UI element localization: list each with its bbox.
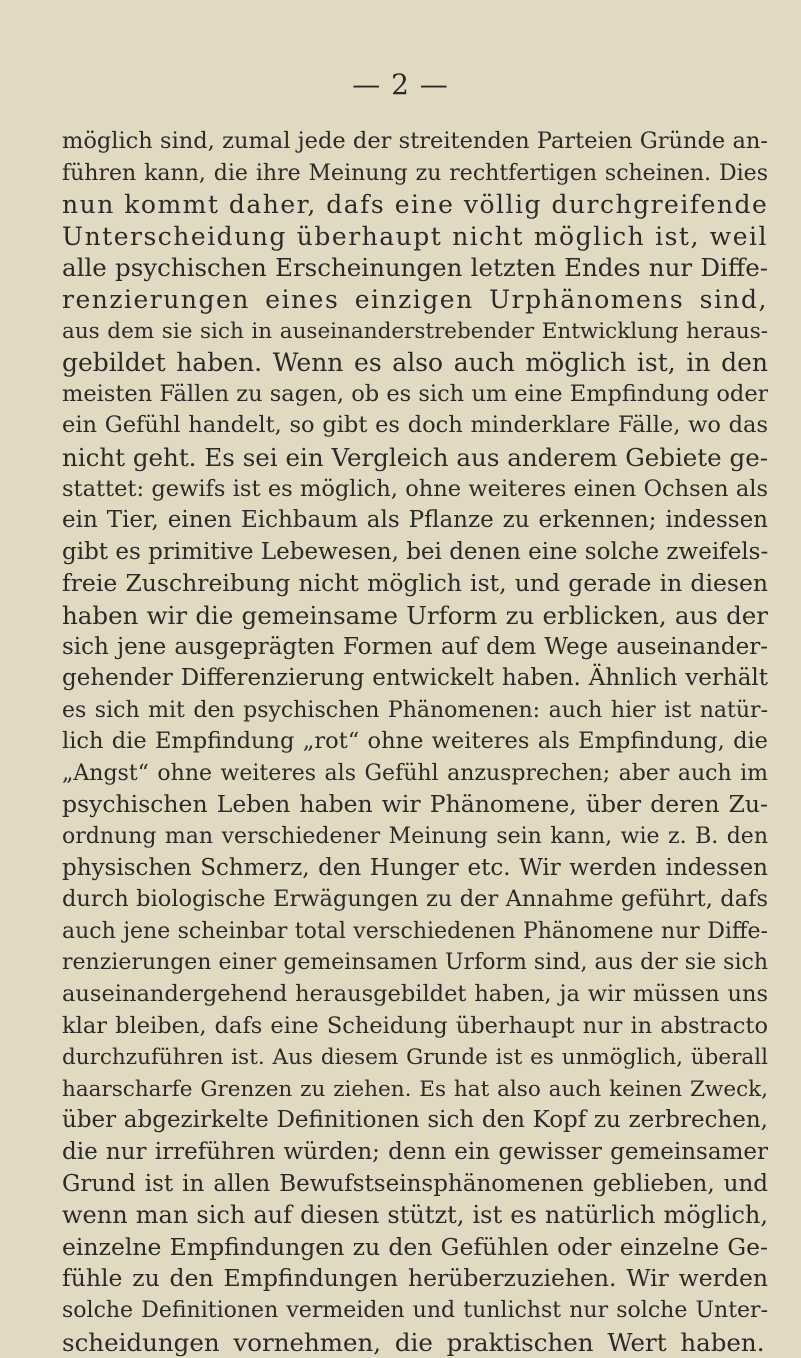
text-line: Grund ist in allen Bewufstseinsphänomenen geblieben, und <box>62 1170 768 1197</box>
text-line: klar bleiben, dafs eine Scheidung überhaupt nur in abstracto <box>62 1012 768 1039</box>
text-line: alle psychischen Erscheinungen letzten Endes nur Diffe- <box>62 253 768 283</box>
text-line: es sich mit den psychischen Phänomenen: auch hier ist natür- <box>62 697 768 723</box>
text-line: haben wir die gemeinsame Urform zu erblicken, aus der <box>62 600 768 630</box>
text-line: durch biologische Erwägungen zu der Annahme geführt, dafs <box>62 886 768 913</box>
text-line: einzelne Empfindungen zu den Gefühlen oder einzelne Ge- <box>62 1232 768 1261</box>
text-line: wenn man sich auf diesen stützt, ist es natürlich möglich, <box>62 1201 768 1230</box>
text-line: „Angst“ ohne weiteres als Gefühl anzusprechen; aber auch im <box>62 760 768 786</box>
text-line: lich die Empfindung „rot“ ohne weiteres als Empfindung, die <box>62 728 768 755</box>
text-line: gibt es primitive Lebewesen, bei denen eine solche zweifels- <box>62 538 768 565</box>
page-number: — 2 — <box>352 68 449 101</box>
text-line: scheidungen vornehmen, die praktischen Wert haben. <box>62 1327 765 1357</box>
text-line: sich jene ausgeprägten Formen auf dem Wege auseinander- <box>62 633 768 660</box>
text-line: fühle zu den Empfindungen herüberzuziehen. Wir werden <box>62 1264 768 1293</box>
text-line: stattet: gewifs ist es möglich, ohne weiteres einen Ochsen als <box>62 475 768 502</box>
text-line: psychischen Leben haben wir Phänomene, über deren Zu- <box>62 790 768 819</box>
text-line: über abgezirkelte Definitionen sich den Kopf zu zerbrechen, <box>62 1107 768 1134</box>
text-line: Unterscheidung überhaupt nicht möglich ist, weil <box>62 221 768 251</box>
text-line: solche Definitionen vermeiden und tunlichst nur solche Unter- <box>62 1297 768 1323</box>
text-line: ein Gefühl handelt, so gibt es doch minderklare Fälle, wo das <box>62 412 768 439</box>
text-line: ein Tier, einen Eichbaum als Pflanze zu erkennen; indessen <box>62 507 768 534</box>
text-line: freie Zuschreibung nicht möglich ist, und gerade in diesen <box>62 569 768 598</box>
text-line: möglich sind, zumal jede der streitenden Parteien Gründe an- <box>62 128 768 154</box>
text-line: die nur irreführen würden; denn ein gewisser gemeinsamer <box>62 1139 768 1165</box>
text-line: physischen Schmerz, den Hunger etc. Wir werden indessen <box>62 854 768 881</box>
text-line: durchzuführen ist. Aus diesem Grunde ist es unmöglich, überall <box>62 1045 768 1071</box>
text-line: auch jene scheinbar total verschiedenen Phänomene nur Diffe- <box>62 918 768 944</box>
text-line: ordnung man verschiedener Meinung sein kann, wie z. B. den <box>62 824 768 850</box>
text-line: meisten Fällen zu sagen, ob es sich um eine Empfindung oder <box>62 380 768 407</box>
text-line: haarscharfe Grenzen zu ziehen. Es hat also auch keinen Zweck, <box>62 1076 768 1102</box>
text-line: renzierungen einer gemeinsamen Urform sind, aus der sie sich <box>62 950 768 976</box>
body-text <box>62 126 768 1358</box>
text-line: gebildet haben. Wenn es also auch möglich ist, in den <box>62 348 768 378</box>
text-line: auseinandergehend herausgebildet haben, ja wir müssen uns <box>62 981 768 1008</box>
text-line: nicht geht. Es sei ein Vergleich aus anderem Gebiete ge- <box>62 442 768 472</box>
text-line: nun kommt daher, dafs eine völlig durchgreifende <box>62 190 768 220</box>
text-line: renzierungen eines einzigen Urphänomens sind, <box>62 284 768 314</box>
text-line: aus dem sie sich in auseinanderstrebender Entwicklung heraus- <box>62 318 768 344</box>
text-line: gehender Differenzierung entwickelt haben. Ähnlich verhält <box>62 665 768 692</box>
text-line: führen kann, die ihre Meinung zu rechtfertigen scheinen. Dies <box>62 160 768 186</box>
